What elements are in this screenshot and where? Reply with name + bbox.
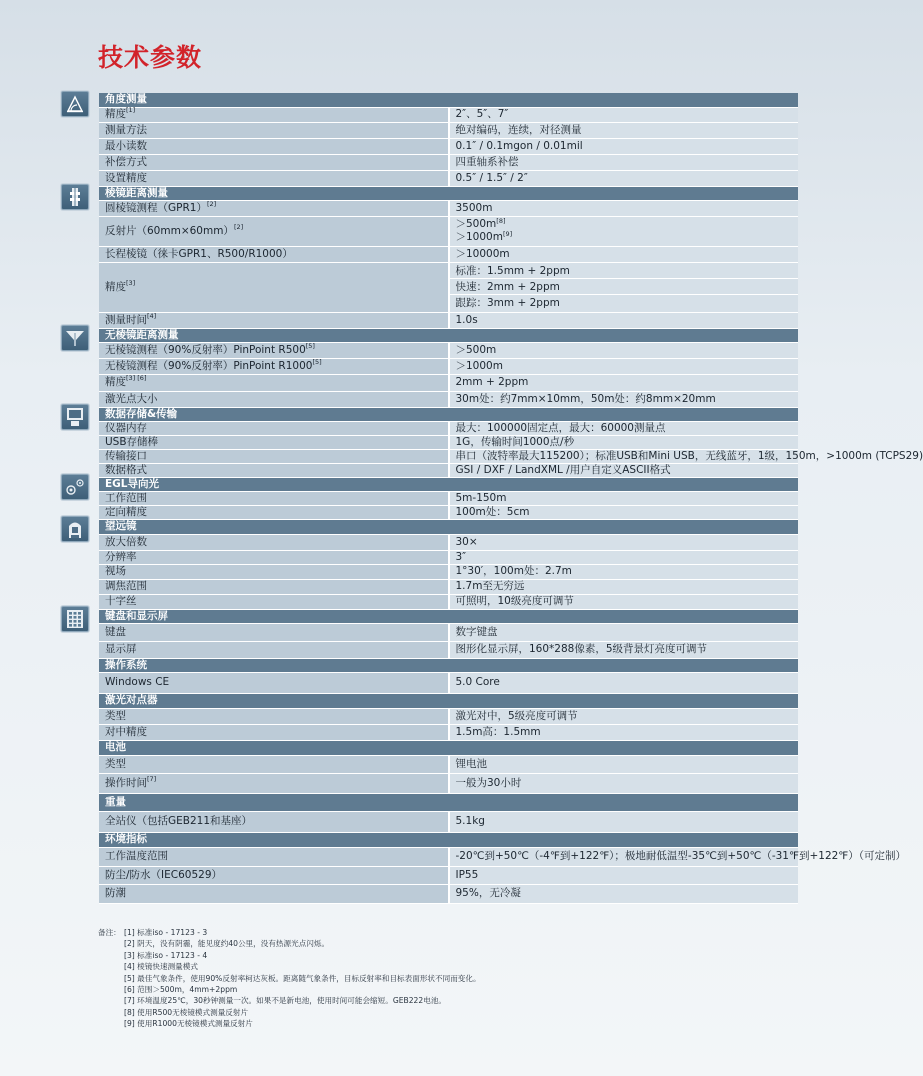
spec-label: 视场 xyxy=(99,564,449,579)
spec-label: 无棱镜测程（90%反射率）PinPoint R1000[5] xyxy=(99,358,449,374)
footnote-ref: [3] [6] xyxy=(126,374,147,383)
spec-value: 3″ xyxy=(449,550,799,564)
spec-label: 类型 xyxy=(99,755,449,773)
spec-row xyxy=(99,550,798,564)
footnote-ref: [7] xyxy=(147,774,157,783)
note-item: [2] 阴天，没有阴霾，能见度约40公里，没有热源光点闪烁。 xyxy=(124,939,330,949)
spec-row xyxy=(99,884,798,903)
section-title: 数据存储&传输 xyxy=(99,407,798,421)
spec-row xyxy=(99,491,798,505)
spec-value: 0.1″ / 0.1mgon / 0.01mil xyxy=(449,138,799,154)
spec-row xyxy=(99,505,798,519)
spec-value: 1.7m至无穷远 xyxy=(449,579,799,594)
spec-value: -20℃到+50℃（-4℉到+122℉）；极地耐低温型-35℃到+50℃（-31℉到+122℉）（可定制） xyxy=(449,847,799,866)
spec-label: 工作温度范围 xyxy=(99,847,449,866)
spec-label: 长程棱镜（徕卡GPR1、R500/R1000） xyxy=(99,246,449,262)
section-header xyxy=(99,186,798,200)
spec-row xyxy=(99,866,798,884)
footnote-ref: [4] xyxy=(147,311,157,320)
spec-value: 2″、5″、7″ xyxy=(449,107,799,122)
spec-row xyxy=(99,773,798,793)
note-item: [5] 最佳气象条件，使用90%反射率柯达灰板。距离随气象条件，目标反射率和目标表面形状不同而变化。 xyxy=(124,973,481,983)
spec-label: 键盘 xyxy=(99,623,449,641)
section-header xyxy=(99,793,798,811)
spec-value: 串口（波特率最大115200）；标准USB和Mini USB，无线蓝牙，1级，150m，>1000m (TCPS29) xyxy=(449,449,799,463)
note-item: [6] 范围＞500m，4mm+2ppm xyxy=(124,985,238,995)
section-title: 无棱镜距离测量 xyxy=(99,328,798,342)
spec-value-line: 跟踪：3mm + 2ppm xyxy=(455,296,560,309)
page-title: 技术参数 xyxy=(98,43,203,72)
spec-value: 锂电池 xyxy=(449,755,799,773)
footnote-ref: [3] xyxy=(126,278,136,287)
spec-label: 调焦范围 xyxy=(99,579,449,594)
spec-row xyxy=(99,847,798,866)
spec-value: 1°30′，100m处：2.7m xyxy=(449,564,799,579)
spec-row xyxy=(99,391,798,407)
prism-icon xyxy=(61,184,89,210)
spec-row xyxy=(99,246,798,262)
spec-value: 1.5m高：1.5mm xyxy=(449,724,799,740)
spec-row xyxy=(99,138,798,154)
spec-label: 全站仪（包括GEB211和基座） xyxy=(99,811,449,832)
spec-row xyxy=(99,216,798,246)
spec-label: 工作范围 xyxy=(99,491,449,505)
section-title: 键盘和显示屏 xyxy=(99,609,798,623)
spec-value-line: 标准：1.5mm + 2ppm xyxy=(450,263,799,279)
spec-value: 1G，传输时间1000点/秒 xyxy=(449,435,799,449)
spec-label: 操作时间[7] xyxy=(99,773,449,793)
spec-row xyxy=(99,154,798,170)
spec-value: 图形化显示屏，160*288像素，5级背景灯亮度可调节 xyxy=(449,641,799,658)
spec-row xyxy=(99,342,798,358)
footnote-ref: [2] xyxy=(206,199,217,208)
note-item: [3] 标准iso - 17123 - 4 xyxy=(124,950,208,960)
keyboard-icon xyxy=(61,606,89,632)
section-header xyxy=(99,693,798,708)
spec-row xyxy=(99,421,798,435)
spec-label: 补偿方式 xyxy=(99,154,449,170)
spec-value: 30× xyxy=(449,534,799,550)
data-storage-icon xyxy=(61,404,89,430)
spec-row xyxy=(99,358,798,374)
spec-label: 测量时间[4] xyxy=(99,312,449,328)
spec-row xyxy=(99,534,798,550)
spec-value: 5m-150m xyxy=(449,491,799,505)
section-header xyxy=(99,407,798,421)
section-title: 棱镜距离测量 xyxy=(99,186,798,200)
spec-label: Windows CE xyxy=(99,672,449,693)
spec-label: 圆棱镜测程（GPR1）[2] xyxy=(99,200,449,216)
spec-row xyxy=(99,755,798,773)
spec-label: 精度[3] [6] xyxy=(99,374,449,391)
spec-label: 精度[3] xyxy=(99,262,449,312)
spec-label: 分辨率 xyxy=(99,550,449,564)
spec-label: 放大倍数 xyxy=(99,534,449,550)
spec-value: 1.0s xyxy=(449,312,799,328)
spec-label: 设置精度 xyxy=(99,170,449,186)
section-header xyxy=(99,740,798,755)
section-title: 操作系统 xyxy=(99,658,798,672)
spec-value: 数字键盘 xyxy=(449,623,799,641)
egl-guide-light-icon xyxy=(61,474,89,500)
spec-label: 最小读数 xyxy=(99,138,449,154)
section-title: 望远镜 xyxy=(99,519,798,534)
spec-label: USB存储棒 xyxy=(99,435,449,449)
spec-row xyxy=(99,449,798,463)
spec-value: 2mm + 2ppm xyxy=(449,374,799,391)
spec-row xyxy=(99,262,798,312)
telescope-icon xyxy=(61,516,89,542)
notes xyxy=(98,927,481,1030)
spec-row xyxy=(99,435,798,449)
spec-label: 无棱镜测程（90%反射率）PinPoint R500[5] xyxy=(99,342,449,358)
spec-value xyxy=(449,216,799,246)
spec-label: 仪器内存 xyxy=(99,421,449,435)
spec-value: 最大：100000固定点，最大：60000测量点 xyxy=(449,421,799,435)
section-header xyxy=(99,328,798,342)
spec-value: 3500m xyxy=(449,200,799,216)
section-header xyxy=(99,832,798,847)
spec-value: 5.1kg xyxy=(449,811,799,832)
spec-label: 类型 xyxy=(99,708,449,724)
spec-value: ＞500m xyxy=(449,342,799,358)
spec-row xyxy=(99,579,798,594)
spec-row xyxy=(99,641,798,658)
spec-row xyxy=(99,623,798,641)
section-header xyxy=(99,477,798,491)
spec-label: 防尘/防水（IEC60529） xyxy=(99,866,449,884)
section-title: 激光对点器 xyxy=(99,693,798,708)
spec-label: 测量方法 xyxy=(99,122,449,138)
spec-label: 传输接口 xyxy=(99,449,449,463)
spec-value: 激光对中，5级亮度可调节 xyxy=(449,708,799,724)
spec-value: ＞1000m xyxy=(449,358,799,374)
spec-row xyxy=(99,312,798,328)
spec-value: IP55 xyxy=(449,866,799,884)
spec-row xyxy=(99,564,798,579)
spec-label: 十字丝 xyxy=(99,594,449,609)
spec-label: 数据格式 xyxy=(99,463,449,477)
footnote-ref: [2] xyxy=(233,222,244,231)
spec-value-line: 快速：2mm + 2ppm xyxy=(450,279,799,295)
section-title: 重量 xyxy=(99,793,798,811)
spec-label: 防潮 xyxy=(99,884,449,903)
note-item: 备注： [1] 标准iso - 17123 - 3 xyxy=(98,928,208,937)
note-item: [7] 环境温度25℃，30秒钟测量一次。如果不是新电池，使用时间可能会缩短。GEB222电池。 xyxy=(124,996,446,1006)
spec-value: 5.0 Core xyxy=(449,672,799,693)
spec-value-line: ＞1000m[9] xyxy=(455,230,513,243)
spec-value: 一般为30小时 xyxy=(449,773,799,793)
section-title: 角度测量 xyxy=(99,93,798,107)
spec-row xyxy=(99,107,798,122)
footnote-ref: [5] xyxy=(305,341,315,350)
spec-value: 0.5″ / 1.5″ / 2″ xyxy=(449,170,799,186)
section-title: 电池 xyxy=(99,740,798,755)
spec-value: ＞10000m xyxy=(449,246,799,262)
spec-row xyxy=(99,594,798,609)
spec-row xyxy=(99,672,798,693)
section-title: 环境指标 xyxy=(99,832,798,847)
spec-table xyxy=(99,93,923,904)
section-header xyxy=(99,609,798,623)
section-header xyxy=(99,93,798,107)
spec-row xyxy=(99,811,798,832)
spec-value xyxy=(449,262,799,312)
spec-label: 精度[1] xyxy=(99,107,449,122)
section-header xyxy=(99,658,798,672)
spec-row xyxy=(99,170,798,186)
section-header xyxy=(99,519,798,534)
note-item: [9] 使用R1000无棱镜模式测量反射片 xyxy=(124,1019,253,1029)
spec-value: 30m处：约7mm×10mm，50m处：约8mm×20mm xyxy=(449,391,799,407)
spec-value: GSI / DXF / LandXML /用户自定义ASCII格式 xyxy=(449,463,799,477)
spec-value-line: ＞500m[8] xyxy=(455,216,506,230)
spec-value: 四重轴系补偿 xyxy=(449,154,799,170)
spec-value: 95%，无冷凝 xyxy=(449,884,799,903)
footnote-ref: [5] xyxy=(312,357,322,366)
spec-label: 对中精度 xyxy=(99,724,449,740)
spec-row xyxy=(99,374,798,391)
spec-value: 绝对编码，连续，对径测量 xyxy=(449,122,799,138)
spec-row xyxy=(99,463,798,477)
spec-row xyxy=(99,122,798,138)
spec-row xyxy=(99,200,798,216)
spec-label: 显示屏 xyxy=(99,641,449,658)
angle-measure-icon xyxy=(61,91,89,117)
spec-row xyxy=(99,724,798,740)
note-item: [8] 使用R500无棱镜模式测量反射片 xyxy=(124,1007,249,1017)
spec-label: 反射片（60mm×60mm）[2] xyxy=(99,216,449,246)
footnote-ref: [1] xyxy=(126,106,136,115)
spec-label: 激光点大小 xyxy=(99,391,449,407)
spec-value: 100m处：5cm xyxy=(449,505,799,519)
spec-value: 可照明，10级亮度可调节 xyxy=(449,594,799,609)
spec-row xyxy=(99,708,798,724)
spec-label: 定向精度 xyxy=(99,505,449,519)
note-item: [4] 棱镜快速测量模式 xyxy=(124,962,198,972)
section-title: EGL导向光 xyxy=(99,477,798,491)
reflectorless-icon xyxy=(61,325,89,351)
